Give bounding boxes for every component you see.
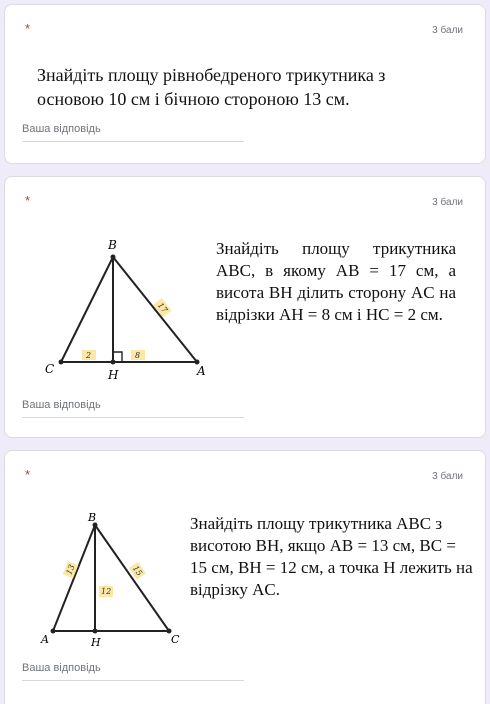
vertex-b-label: B [108, 238, 117, 252]
answer-input[interactable]: Ваша відповідь [22, 399, 244, 418]
points-label: 3 бали [432, 25, 463, 36]
required-mark: * [25, 193, 31, 208]
question-text: Знайдіть площу трикутника ABC, в якому AB = 17 см, а висота BH ділить сторону AC на відрізки AH = 8 см і HC = 2 см. [216, 239, 456, 324]
vertex-c-label: C [45, 362, 55, 376]
segment-ha-tag: 8 [135, 351, 141, 360]
triangle-figure [31, 509, 211, 659]
triangle-figure [25, 233, 225, 393]
question-card-3 [4, 450, 486, 704]
points-label: 3 бали [432, 197, 463, 208]
question-text: Знайдіть площу рівнобедреного трикутника з основою 10 см і бічною стороною 13 см. [37, 65, 386, 109]
required-mark: * [25, 467, 31, 482]
vertex-a-label: A [197, 364, 206, 378]
required-mark: * [25, 21, 31, 36]
segment-ab-tag: 17 [155, 300, 170, 315]
segment-bh-tag: 12 [101, 587, 112, 596]
vertex-b-label: B [88, 511, 97, 524]
segment-hc-tag: 2 [86, 351, 92, 360]
segment-ab-tag: 13 [64, 563, 77, 577]
question-card-1 [4, 4, 486, 164]
answer-input[interactable]: Ваша відповідь [22, 662, 244, 681]
vertex-c-label: C [171, 633, 180, 646]
vertex-h-label: H [91, 636, 101, 649]
question-card-2 [4, 176, 486, 438]
answer-input[interactable]: Ваша відповідь [22, 123, 244, 142]
points-label: 3 бали [432, 471, 463, 482]
vertex-a-label: A [41, 633, 49, 646]
vertex-h-label: H [108, 368, 119, 382]
question-text: Знайдіть площу трикутника ABC з висотою BH, якщо AB = 13 см, BC = 15 см, BH = 12 см, а точка H лежить на відрізку AC. [190, 514, 473, 599]
segment-bc-tag: 15 [130, 564, 145, 578]
